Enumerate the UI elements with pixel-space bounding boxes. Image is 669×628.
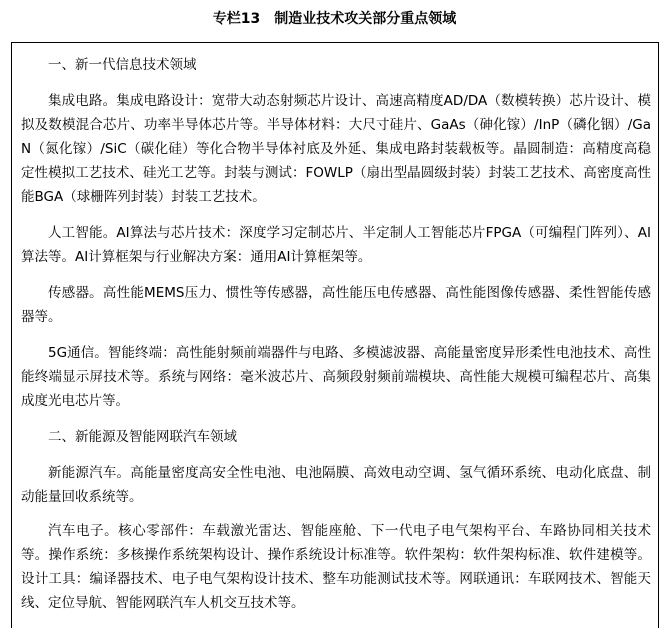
paragraph-nev: 新能源汽车。高能量密度高安全性电池、电池隔膜、高效电动空调、氢气循环系统、电动化底盘、制动能量回收系统等。 [21, 465, 651, 505]
paragraph-auto-electronics: 汽车电子。核心零部件：车载激光雷达、智能座舱、下一代电子电气架构平台、车路协同相关技术等。操作系统：多核操作系统架构设计、操作系统设计标准等。软件架构：软件架构标准、软件建模等。设计工具：编译器技术、电子电气架构设计技术、整车功能测试技术等。网联通讯：车联网技术、智能天线、定位导航、智能网联汽车人机交互技术等。 [21, 523, 651, 611]
section-heading-nev: 二、新能源及智能网联汽车领域 [48, 429, 237, 445]
paragraph-5g: 5G通信。智能终端：高性能射频前端器件与电路、多模滤波器、高能量密度异形柔性电池技术、高性能终端显示屏技术等。系统与网络：毫米波芯片、高频段射频前端模块、高性能大规模可编程芯片、高集成度光电芯片等。 [21, 345, 651, 409]
paragraph-ai: 人工智能。AI算法与芯片技术：深度学习定制芯片、半定制人工智能芯片FPGA（可编程门阵列）、AI算法等。AI计算框架与行业解决方案：通用AI计算框架等。 [21, 225, 651, 265]
paragraph-sensors: 传感器。高性能MEMS压力、惯性等传感器，高性能压电传感器、高性能图像传感器、柔性智能传感器等。 [21, 285, 651, 325]
section-heading-ict: 一、新一代信息技术领域 [48, 57, 197, 73]
box-title: 专栏13 制造业技术攻关部分重点领域 [212, 11, 457, 27]
content-box [11, 42, 659, 628]
paragraph-integrated-circuit: 集成电路。集成电路设计：宽带大动态射频芯片设计、高速高精度AD/DA（数模转换）芯片设计、模拟及数模混合芯片、功率半导体芯片等。半导体材料：大尺寸硅片、GaAs（砷化镓）/InP（磷化铟）/GaN（氮化镓）/SiC（碳化硅）等化合物半导体衬底及外延、集成电路封装载板等。晶圆制造：高精度高稳定性模拟工艺技术、硅光工艺等。封装与测试：FOWLP（扇出型晶圆级封装）封装工艺技术、高密度高性能BGA（球栅阵列封装）封装工艺技术。 [21, 93, 651, 205]
